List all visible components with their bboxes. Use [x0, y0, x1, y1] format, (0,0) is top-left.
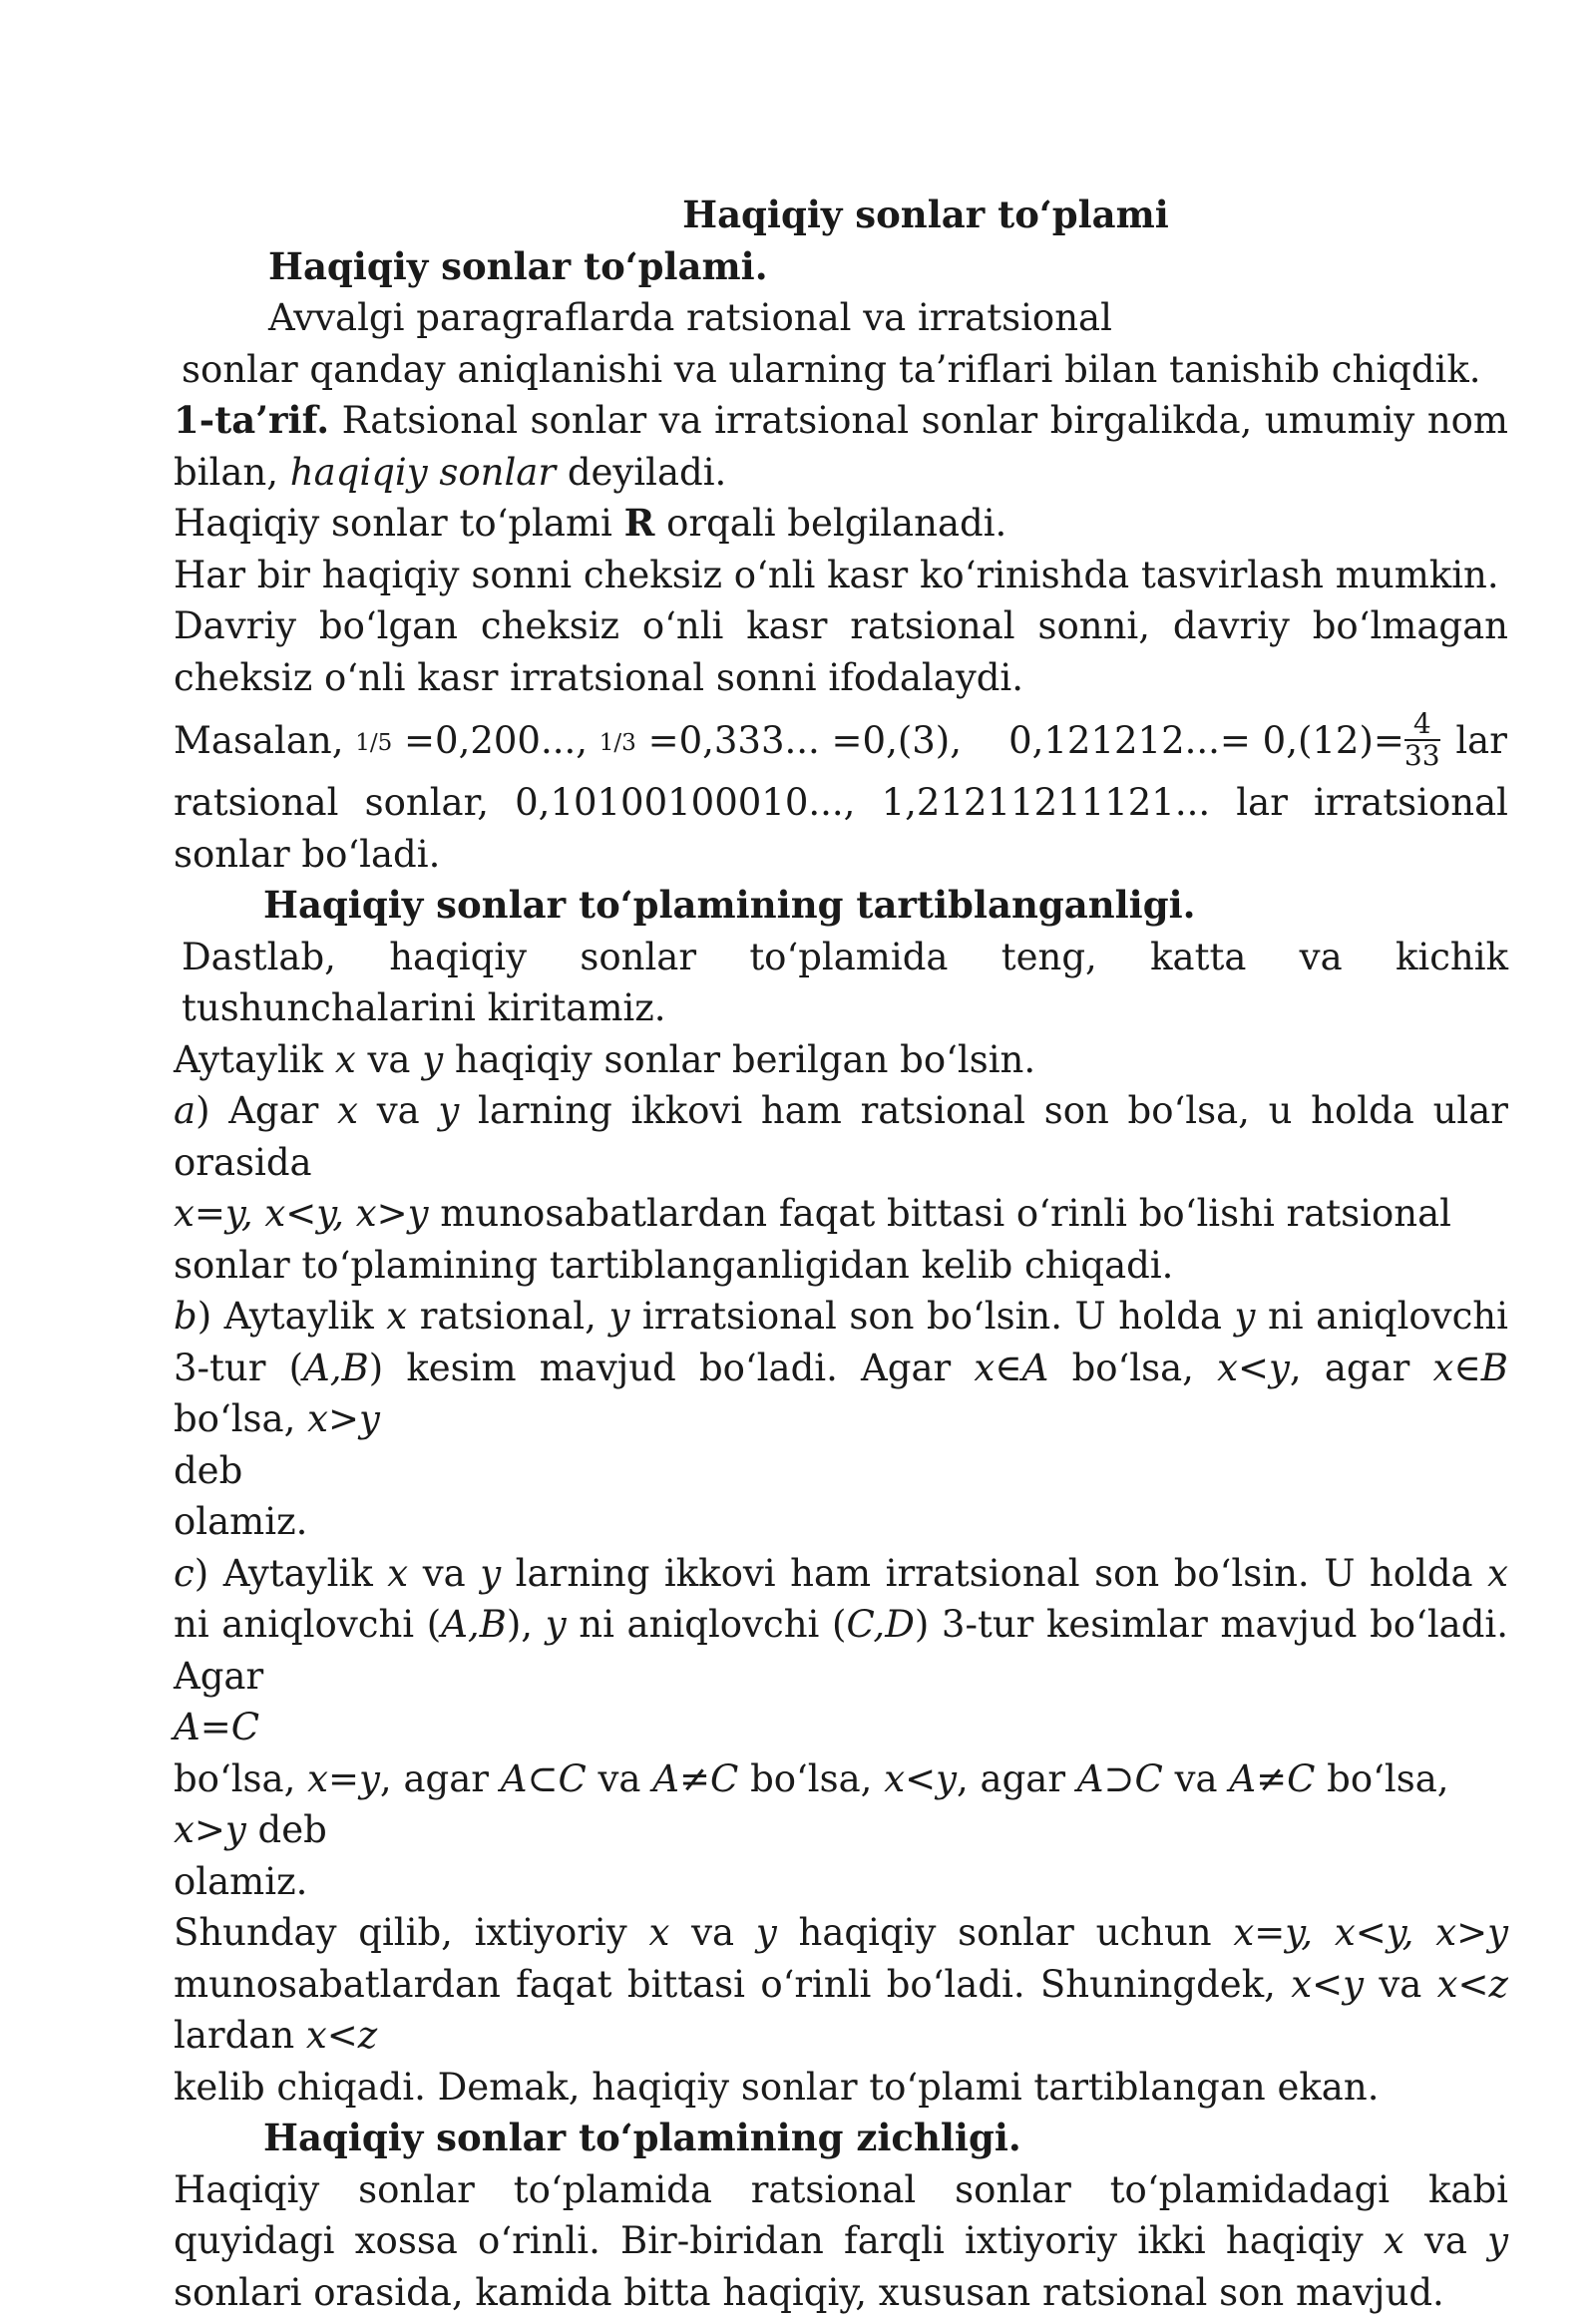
decimal-paragraph: Har bir haqiqiy sonni cheksiz o‘nli kasr ko‘rinishda tasvirlash mumkin. [174, 550, 1508, 601]
bolsa: bo‘lsa, [1072, 1347, 1194, 1389]
case-a-text-c: munosabatlardan faqat bittasi o‘rinli bo‘lishi ratsional sonlar to‘plamining tartiblanganligidan kelib chiqadi. [174, 1192, 1451, 1287]
x-lt-y: x<y [1291, 1963, 1364, 2006]
x-gt-y: x>y [174, 1808, 246, 1851]
periodic-paragraph: Davriy bo‘lgan cheksiz o‘nli kasr ratsional sonni, davriy bo‘lmagan cheksiz o‘nli kasr irratsional sonni ifodalaydi. [174, 600, 1508, 703]
lardan: lardan [174, 2014, 294, 2057]
density-text-b: sonlari orasida, kamida bitta haqiqiy, xususan ratsional son mavjud. [174, 2271, 1444, 2314]
case-a-text-a: ) Agar [196, 1089, 318, 1132]
notation-paragraph [174, 498, 1508, 550]
bolsa: bo‘lsa, [750, 1757, 872, 1800]
var-y: y [438, 1089, 459, 1132]
shunday-text-a: Shunday qilib, ixtiyoriy [174, 1911, 627, 1954]
case-b-text-d: ni aniqlovchi 3-tur ( [174, 1295, 1508, 1389]
case-b-olamiz: olamiz. [174, 1496, 1508, 1548]
section-heading-real-numbers: Haqiqiy sonlar to‘plami. [174, 241, 1508, 293]
case-c-text-e: ni aniqlovchi ( [579, 1603, 846, 1646]
var-x: x [386, 1295, 407, 1338]
relations: x=y, x<y, x>y [174, 1192, 429, 1235]
var-y: y [608, 1295, 629, 1338]
case-b-label: b [174, 1295, 198, 1338]
case-a-paragraph [174, 1085, 1508, 1188]
case-b-text-e: ) kesim mavjud bo‘ladi. Agar [369, 1347, 951, 1389]
bolsa: bo‘lsa, [1327, 1757, 1448, 1800]
example-line [174, 713, 1508, 771]
a-sub-c: A⊂C [501, 1757, 587, 1800]
fraction-numerator: 4 [1404, 709, 1440, 741]
bolsa: bo‘lsa, [174, 1757, 295, 1800]
x-lt-y: x<y [1217, 1347, 1290, 1389]
intro-line-1: Avvalgi paragraflarda ratsional va irratsional [174, 292, 1508, 344]
fraction-denominator: 33 [1404, 741, 1440, 771]
deb: deb [258, 1808, 327, 1851]
x-eq-y: x=y [307, 1757, 380, 1800]
x-in-b: x∈B [1433, 1347, 1508, 1389]
cut-cd: C,D [846, 1603, 914, 1646]
case-c-text-f: ) 3-tur kesimlar mavjud bo‘ladi. Agar [174, 1603, 1508, 1698]
shunday-line-1 [174, 1907, 1508, 1959]
x-in-a: x∈A [974, 1347, 1048, 1389]
munosabat-text: munosabatlardan faqat bittasi o‘rinli bo‘ladi. Shuningdek, [174, 1963, 1276, 2006]
conj-va: va [423, 1552, 466, 1595]
case-c-text-c: ni aniqlovchi ( [174, 1603, 441, 1646]
agar: agar [403, 1757, 489, 1800]
example-value-2: =0,333... =0,(3), [648, 719, 962, 762]
conj-va: va [598, 1757, 641, 1800]
definition-text-b: deyiladi. [568, 451, 727, 494]
deb: deb [174, 1449, 242, 1492]
definition-paragraph [174, 395, 1508, 498]
case-c-text-a: ) Aytaylik [195, 1552, 373, 1595]
var-x: x [648, 1911, 669, 1954]
case-c-text-d: ), [507, 1603, 533, 1646]
conj-va: va [1424, 2219, 1467, 2262]
bolsa: bo‘lsa, [174, 1397, 295, 1440]
agar: agar [981, 1757, 1066, 1800]
a-sup-c: A⊃C [1077, 1757, 1163, 1800]
shunday-text-b: haqiqiy sonlar uchun [799, 1911, 1212, 1954]
var-y: y [546, 1603, 567, 1646]
intro-line-2: sonlar qanday aniqlanishi va ularning ta’riflari bilan tanishib chiqdik. [174, 344, 1508, 396]
var-x: x [1384, 2219, 1404, 2262]
example-fraction-1-5: 1/5 [355, 730, 392, 756]
case-c-olamiz: olamiz. [174, 1856, 1508, 1908]
density-paragraph [174, 2164, 1508, 2318]
case-c-cont: bo‘lsa, x=y, agar A⊂C va A≠C bo‘lsa, x<y, agar A⊃C va A≠C bo‘lsa, x>y deb [174, 1753, 1508, 1856]
x-eq-y: x=y, [1233, 1911, 1313, 1954]
conj-va: va [377, 1089, 420, 1132]
conj-va: va [691, 1911, 734, 1954]
fraction-4-33 [1404, 709, 1440, 771]
notation-text-a: Haqiqiy sonlar to‘plami [174, 502, 612, 545]
section-heading-density: Haqiqiy sonlar to‘plamining zichligi. [174, 2113, 1508, 2164]
x-gt-y: x>y [307, 1397, 380, 1440]
notation-symbol: R [624, 501, 655, 545]
a-neq-c: A≠C [652, 1757, 738, 1800]
example-lar: lar [1455, 719, 1507, 762]
case-c-label: c [174, 1552, 195, 1595]
var-y: y [480, 1552, 501, 1595]
var-x: x [335, 1038, 356, 1081]
x-lt-y: x<y [884, 1757, 957, 1800]
density-text-a: Haqiqiy sonlar to‘plamida ratsional sonlar to‘plamidadagi kabi quyidagi xossa o‘rinli. Bir-biridan farqli ixtiyoriy ikki haqiqiy [174, 2168, 1508, 2263]
case-b-text-b: ratsional, [420, 1295, 597, 1338]
example-continuation: ratsional sonlar, 0,10100100010..., 1,21211211121... lar irratsional sonlar bo‘ladi. [174, 777, 1508, 880]
definition-label: 1-ta’rif. [174, 398, 329, 442]
var-y: y [1235, 1295, 1256, 1338]
case-a-text-b: larning ikkovi ham ratsional son bo‘lsa, u holda ular orasida [174, 1089, 1508, 1184]
document-page [174, 190, 1508, 2318]
a-eq-c: A=C [174, 1706, 259, 1748]
case-b-paragraph: b) Aytaylik x ratsional, y irratsional son bo‘lsin. U holda y ni aniqlovchi 3-tur (A,B) kesim mavjud bo‘ladi. Agar x∈A bo‘lsa, x<y, agar x∈B bo‘lsa, x>y deb [174, 1291, 1508, 1496]
case-a-label: a [174, 1089, 196, 1132]
ordering-conclusion: kelib chiqadi. Demak, haqiqiy sonlar to‘plami tartiblangan ekan. [174, 2062, 1508, 2114]
agar: agar [1325, 1347, 1410, 1389]
conj-va: va [1379, 1963, 1421, 2006]
given-text-b: haqiqiy sonlar berilgan bo‘lsin. [455, 1038, 1035, 1081]
var-y: y [756, 1911, 777, 1954]
case-b-text-c: irratsional son bo‘lsin. U holda [642, 1295, 1222, 1338]
a-neq-c: A≠C [1229, 1757, 1315, 1800]
shunday-line-2 [174, 1959, 1508, 2011]
given-paragraph [174, 1034, 1508, 1086]
page-title: Haqiqiy sonlar to‘plami [174, 190, 1508, 241]
example-value-3: 0,121212...= 0,(12)= [1008, 719, 1404, 762]
var-x: x [337, 1089, 358, 1132]
example-fraction-1-3: 1/3 [599, 730, 636, 756]
example-value-1: =0,200..., [404, 719, 588, 762]
cut-ab: A,B [303, 1347, 369, 1389]
conj-va: va [367, 1038, 410, 1081]
given-text-a: Aytaylik [174, 1038, 323, 1081]
definition-text-a: Ratsional sonlar va irratsional sonlar birgalikda, umumiy nom bilan, [174, 399, 1508, 494]
x-lt-z: x<z [1437, 1963, 1508, 2006]
definition-term: haqiqiy sonlar [290, 451, 556, 494]
case-c-paragraph [174, 1548, 1508, 1753]
var-x: x [1487, 1552, 1508, 1595]
var-y: y [1487, 2219, 1508, 2262]
section-heading-ordering: Haqiqiy sonlar to‘plamining tartiblanganligi. [174, 880, 1508, 932]
x-lt-y: x<y, [1335, 1911, 1414, 1954]
x-gt-y: x>y [1435, 1911, 1508, 1954]
conj-va: va [1175, 1757, 1218, 1800]
case-c-text-b: larning ikkovi ham irratsional son bo‘lsin. U holda [516, 1552, 1473, 1595]
shunday-line-3 [174, 2010, 1508, 2062]
cut-ab: A,B [441, 1603, 507, 1646]
case-b-text-a: ) Aytaylik [198, 1295, 374, 1338]
ordering-intro: Dastlab, haqiqiy sonlar to‘plamida teng, katta va kichik tushunchalarini kiritamiz. [174, 932, 1508, 1034]
example-prefix: Masalan, [174, 719, 343, 762]
notation-text-b: orqali belgilanadi. [666, 502, 1006, 545]
var-x: x [387, 1552, 408, 1595]
x-lt-z: x<z [306, 2014, 377, 2057]
case-a-paragraph-cont [174, 1188, 1508, 1291]
var-y: y [422, 1038, 443, 1081]
